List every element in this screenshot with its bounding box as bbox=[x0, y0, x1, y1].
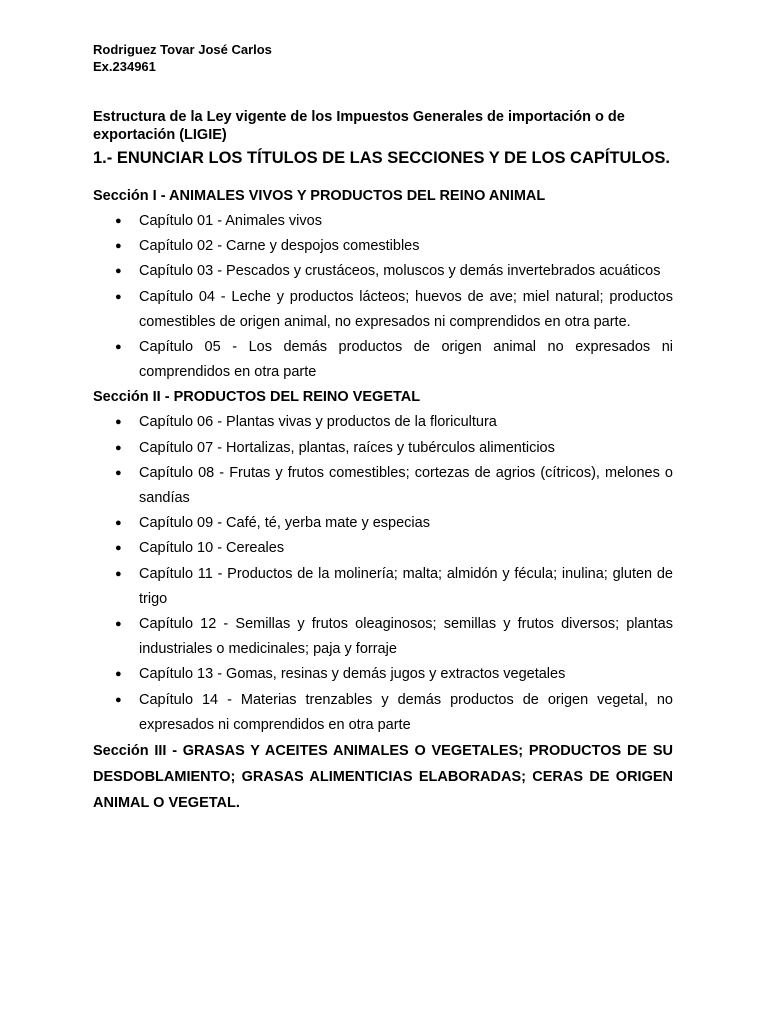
chapter-text: Capítulo 02 - Carne y despojos comestibles bbox=[139, 238, 420, 255]
chapter-item bbox=[93, 209, 673, 234]
chapter-text: Capítulo 07 - Hortalizas, plantas, raíces y tubérculos alimenticios bbox=[139, 439, 555, 456]
bullet-icon: ● bbox=[115, 265, 122, 278]
chapter-item bbox=[93, 562, 673, 612]
chapter-item bbox=[93, 612, 673, 662]
exam-id: Ex.234961 bbox=[93, 59, 156, 74]
chapter-item bbox=[93, 285, 673, 335]
chapter-item bbox=[93, 335, 673, 385]
chapter-item bbox=[93, 536, 673, 561]
document-title: Estructura de la Ley vigente de los Impuestos Generales de importación o de exportación (LIGIE) bbox=[93, 109, 625, 143]
chapter-item bbox=[93, 688, 673, 738]
question-heading: 1.- ENUNCIAR LOS TÍTULOS DE LAS SECCIONES Y DE LOS CAPÍTULOS. bbox=[93, 149, 670, 167]
bullet-icon: ● bbox=[115, 416, 122, 429]
chapter-item bbox=[93, 259, 673, 284]
chapter-text: Capítulo 06 - Plantas vivas y productos de la floricultura bbox=[139, 414, 497, 431]
bullet-icon: ● bbox=[115, 542, 122, 555]
bullet-icon: ● bbox=[115, 618, 122, 631]
chapter-item bbox=[93, 461, 673, 511]
bullet-icon: ● bbox=[115, 215, 122, 227]
chapter-item bbox=[93, 511, 673, 536]
chapter-text: Capítulo 04 - Leche y productos lácteos; huevos de ave; miel natural; productos comestibles de origen animal, no expresados ni comprendidos en otra parte. bbox=[139, 288, 673, 330]
document-page bbox=[93, 41, 673, 816]
chapter-item bbox=[93, 234, 673, 259]
bullet-icon: ● bbox=[115, 668, 122, 681]
chapter-text: Capítulo 14 - Materias trenzables y demás productos de origen vegetal, no expresados ni comprendidos en otra parte bbox=[139, 691, 673, 733]
bullet-icon: ● bbox=[115, 341, 122, 354]
chapter-text: Capítulo 09 - Café, té, yerba mate y especias bbox=[139, 515, 430, 532]
chapter-text: Capítulo 12 - Semillas y frutos oleaginosos; semillas y frutos diversos; plantas industriales o medicinales; paja y forraje bbox=[139, 616, 673, 658]
author-name: Rodriguez Tovar José Carlos bbox=[93, 42, 272, 57]
bullet-icon: ● bbox=[115, 240, 122, 253]
section-title-2: Sección II - PRODUCTOS DEL REINO VEGETAL bbox=[93, 389, 421, 406]
bullet-icon: ● bbox=[115, 441, 122, 454]
bullet-icon: ● bbox=[115, 567, 122, 580]
section-title-3: Sección III - GRASAS Y ACEITES ANIMALES O VEGETALES; PRODUCTOS DE SU DESDOBLAMIENTO; GRASAS ALIMENTICIAS ELABORADAS; CERAS DE ORIGEN ANIMAL O VEGETAL. bbox=[93, 743, 673, 812]
section-title-1: Sección I - ANIMALES VIVOS Y PRODUCTOS DEL REINO ANIMAL bbox=[93, 188, 546, 204]
chapter-text: Capítulo 01 - Animales vivos bbox=[139, 213, 322, 229]
bullet-icon: ● bbox=[115, 517, 122, 530]
chapter-item bbox=[93, 410, 673, 435]
chapter-text: Capítulo 05 - Los demás productos de origen animal no expresados ni comprendidos en otra parte bbox=[139, 339, 673, 381]
bullet-icon: ● bbox=[115, 693, 122, 706]
chapter-text: Capítulo 11 - Productos de la molinería; malta; almidón y fécula; inulina; gluten de trigo bbox=[139, 565, 673, 607]
chapter-item bbox=[93, 662, 673, 687]
chapter-text: Capítulo 13 - Gomas, resinas y demás jugos y extractos vegetales bbox=[139, 666, 566, 683]
chapter-item bbox=[93, 436, 673, 461]
bullet-icon: ● bbox=[115, 290, 122, 303]
chapter-text: Capítulo 03 - Pescados y crustáceos, moluscos y demás invertebrados acuáticos bbox=[139, 263, 661, 280]
chapter-list-section-1 bbox=[93, 209, 673, 385]
bullet-icon: ● bbox=[115, 466, 122, 479]
chapter-text: Capítulo 10 - Cereales bbox=[139, 540, 285, 557]
chapter-list-section-2 bbox=[93, 410, 673, 738]
chapter-text: Capítulo 08 - Frutas y frutos comestibles; cortezas de agrios (cítricos), melones o sandías bbox=[139, 464, 673, 507]
